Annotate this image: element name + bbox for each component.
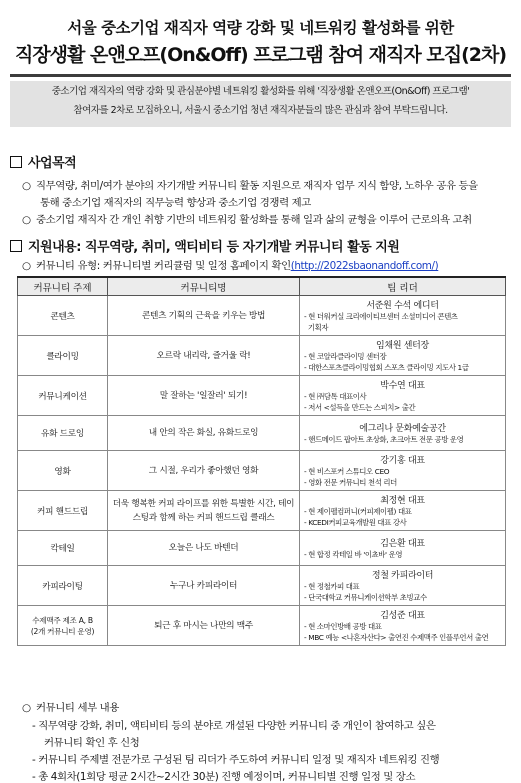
detail-item-1-cont: 커뮤니티 확인 후 신청 (44, 737, 140, 749)
cell-topic: 커피 핸드드립 (18, 491, 108, 531)
leader-detail: - 현 제이펠컴퍼니(커피제이펠) 대표 (304, 507, 412, 516)
leader-detail: - KCEDI커피교육개발원 대표 강사 (304, 518, 407, 527)
leader-detail: - MBC 예능 <나혼자산다> 출연진 수제맥주 인플루언서 출연 (304, 633, 489, 642)
page-title-line2: 직장생활 온앤오프(On&Off) 프로그램 참여 재직자 모집(2차) (14, 44, 507, 66)
leader-detail: - 현 코알라클라이밍 센터장 (304, 352, 387, 361)
cell-leader (300, 451, 506, 491)
detail-heading (22, 699, 119, 714)
circle-bullet-icon: ○ (22, 214, 31, 226)
section-support-heading (10, 236, 399, 255)
detail-heading-text: 커뮤니티 세부 내용 (36, 702, 119, 714)
leader-name: 박수연 대표 (380, 381, 425, 391)
cell-topic: 칵테일 (18, 531, 108, 566)
page-title-line1: 서울 중소기업 재직자 역량 강화 및 네트워킹 활성화를 위한 (67, 19, 454, 37)
community-table (17, 276, 506, 646)
leader-detail: - 핸드메이드 팝아트 초상화, 초크아트 전문 공방 운영 (304, 435, 464, 444)
section-purpose-heading (10, 152, 76, 171)
cell-community-name (108, 336, 300, 376)
col-header-leader: 팀 리더 (300, 277, 506, 296)
community-name: 더욱 행복한 커피 라이프를 위한 특별한 시간, 테이스팅과 함께 하는 커피 핸드드립 클래스 (112, 498, 295, 523)
cell-community-name (108, 491, 300, 531)
leader-detail: - 영화 전문 커뮤니티 천석 리더 (304, 478, 397, 487)
col-header-topic: 커뮤니티 주제 (18, 277, 108, 296)
cell-topic: 클라이밍 (18, 336, 108, 376)
table-header-row (18, 277, 506, 296)
leader-detail: - 현 정철카피 대표 (304, 582, 360, 591)
purpose-item-2-text: 중소기업 재직자 간 개인 취향 기반의 네트워킹 활성화를 통해 일과 삶의 균형을 이루어 근로의욕 고취 (36, 214, 472, 226)
cell-leader (300, 566, 506, 606)
community-name: 내 안의 작은 화실, 유화드로잉 (148, 428, 259, 438)
cell-topic: 콘텐츠 (18, 296, 108, 336)
table-row (18, 606, 506, 646)
table-row (18, 566, 506, 606)
detail-item-1: - 직무역량 강화, 취미, 액티비티 등의 분야로 개설된 다양한 커뮤니티 중 개인이 참여하고 싶은 (32, 720, 436, 732)
community-name: 누구나 카피라이터 (169, 580, 238, 591)
checkbox-square-icon (10, 240, 22, 252)
community-type-line (22, 257, 438, 272)
leader-name: 최정현 대표 (380, 496, 425, 506)
table-row (18, 491, 506, 531)
cell-topic: 카피라이팅 (18, 566, 108, 606)
title-divider (10, 74, 511, 77)
section-support-label: 지원내용: 직무역량, 취미, 액티비티 등 자기개발 커뮤니티 활동 지원 (28, 240, 400, 255)
col-header-name: 커뮤니티명 (108, 277, 300, 296)
circle-bullet-icon: ○ (22, 180, 31, 192)
leader-name: 임채원 센터장 (376, 341, 429, 351)
leader-name: 김성준 대표 (380, 611, 425, 621)
purpose-item-1 (22, 177, 478, 192)
cell-topic: 영화 (18, 451, 108, 491)
intro-line2: 참여자를 2차로 모집하오니, 서울시 중소기업 청년 재직자분들의 많은 관심과 참여 부탁드립니다. (73, 105, 448, 116)
leader-detail: - 현 더워커실 크리에이티브센터 소셜미디어 콘텐츠 (304, 312, 458, 321)
leader-detail: - 현 소마인방배 공방 대표 (304, 622, 382, 631)
table-row (18, 451, 506, 491)
cell-community-name (108, 451, 300, 491)
table-row (18, 376, 506, 416)
cell-community-name (108, 531, 300, 566)
leader-name: 강기홍 대표 (380, 456, 425, 466)
cell-leader (300, 376, 506, 416)
leader-name: 서준원 수석 에디터 (366, 301, 439, 311)
detail-item-3: - 총 4회차(1회당 평균 2시간~2시간 30분) 진행 예정이며, 커뮤니티별 진행 일정 및 장소 (32, 771, 416, 783)
leader-name: 에그리나 문화예술공간 (359, 424, 446, 434)
leader-detail: - 단국대학교 커뮤니케이션학부 초빙교수 (304, 593, 427, 602)
leader-name: 정철 카피라이터 (371, 571, 434, 581)
cell-community-name (108, 606, 300, 646)
table-row (18, 336, 506, 376)
detail-item-2: - 커뮤니티 주제별 전문가로 구성된 팀 리더가 주도하여 커뮤니티 일정 및 재직자 네트워킹 진행 (32, 754, 440, 766)
table-row (18, 531, 506, 566)
cell-leader (300, 491, 506, 531)
cell-topic: 유화 드로잉 (18, 416, 108, 451)
community-name: 콘텐츠 기획의 근육을 키우는 방법 (141, 310, 266, 321)
intro-box (10, 81, 511, 127)
leader-detail: - 저서 <설득을 만드는 스피치> 출간 (304, 403, 416, 412)
cell-topic: 수제맥주 제조 A, B (2개 커뮤니티 운영) (18, 606, 108, 646)
cell-leader (300, 531, 506, 566)
cell-leader (300, 606, 506, 646)
leader-detail: - 현 합정 칵테일 바 '이쵸바' 운영 (304, 550, 403, 559)
purpose-item-1-cont: 통해 중소기업 재직자의 직무능력 향상과 중소기업 경쟁력 제고 (40, 197, 311, 209)
cell-community-name (108, 416, 300, 451)
leader-detail: - 현 ㈜담톡 대표이사 (304, 392, 367, 401)
purpose-item-2 (22, 211, 472, 226)
section-purpose-label: 사업목적 (28, 156, 77, 171)
leader-detail: - 현 비스포커 스튜디오 CEO (304, 467, 390, 476)
cell-leader (300, 336, 506, 376)
purpose-item-1-text: 직무역량, 취미/여가 분야의 자기개발 커뮤니티 활동 지원으로 재직자 업무 지식 함양, 노하우 공유 등을 (36, 180, 478, 192)
checkbox-square-icon (10, 156, 22, 168)
cell-community-name (108, 376, 300, 416)
cell-community-name (108, 566, 300, 606)
cell-topic: 커뮤니케이션 (18, 376, 108, 416)
homepage-link[interactable]: (http://2022sbaonandoff.com/) (290, 260, 439, 272)
cell-leader (300, 416, 506, 451)
community-name: 그 시절, 우리가 좋아했던 영화 (148, 465, 259, 476)
circle-bullet-icon: ○ (22, 260, 31, 272)
circle-bullet-icon: ○ (22, 702, 31, 714)
community-name: 오늘은 나도 바텐더 (168, 543, 239, 553)
community-name: 말 잘하는 '일잘러' 되기! (159, 390, 248, 401)
table-row (18, 416, 506, 451)
leader-detail: 기획자 (304, 323, 329, 332)
community-name: 퇴근 후 마시는 나만의 맥주 (154, 620, 253, 631)
leader-name: 김은환 대표 (380, 539, 425, 549)
community-type-text: 커뮤니티 유형: 커뮤니티별 커리큘럼 및 일정 홈페이지 확인 (36, 260, 291, 272)
leader-detail: - 대한스포츠클라이밍협회 스포츠 클라이밍 지도사 1급 (304, 363, 469, 372)
cell-leader (300, 296, 506, 336)
intro-line1: 중소기업 재직자의 역량 강화 및 관심분야별 네트워킹 활성화를 위해 '직장생활 온앤오프(On&Off) 프로그램' (51, 86, 470, 97)
cell-community-name (108, 296, 300, 336)
community-name: 오르락 내리락, 즐거울 락! (156, 350, 251, 361)
table-row (18, 296, 506, 336)
